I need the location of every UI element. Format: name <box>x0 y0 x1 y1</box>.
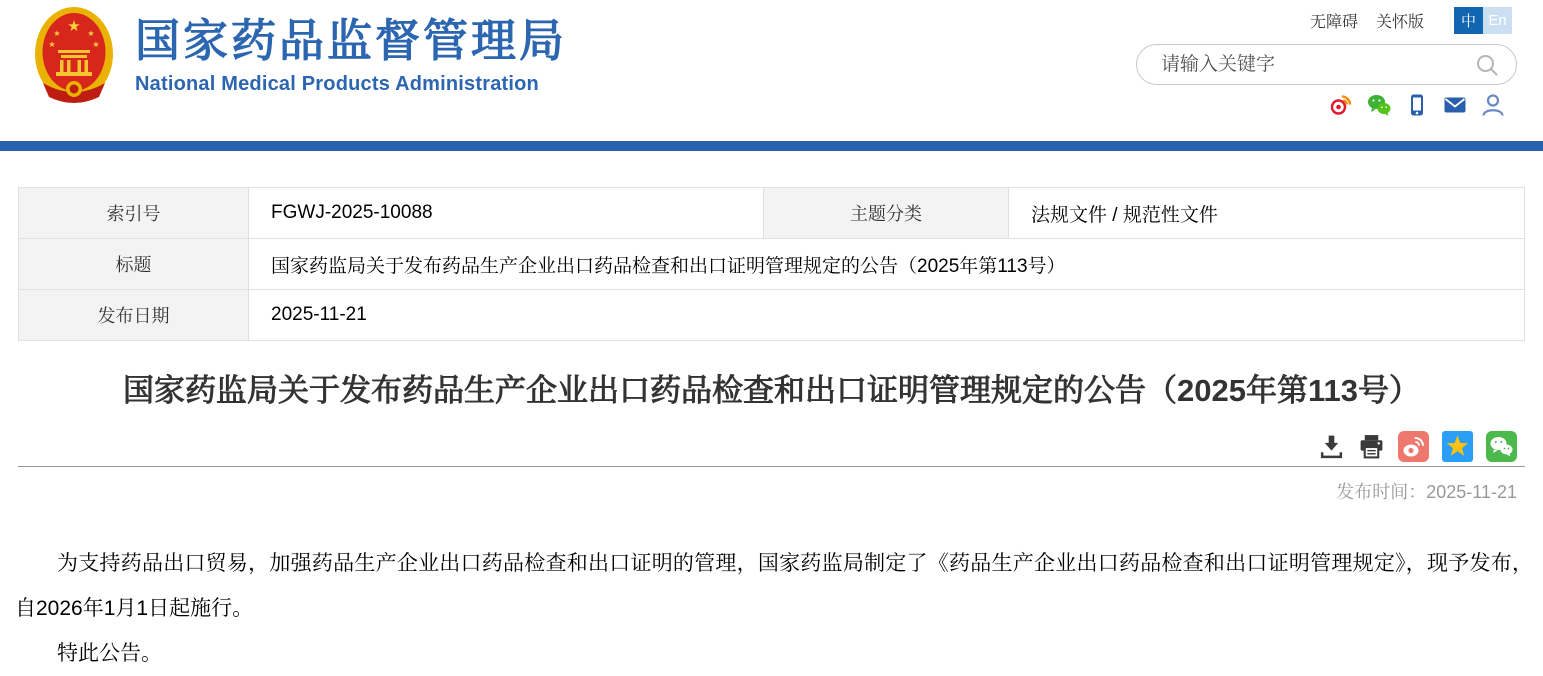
utility-nav <box>1310 7 1512 34</box>
article-toolbar <box>18 431 1525 462</box>
lang-zh-button[interactable]: 中 <box>1454 7 1483 34</box>
search-box[interactable] <box>1136 44 1517 85</box>
weibo-icon[interactable] <box>1329 93 1353 117</box>
index-number-value: FGWJ-2025-10088 <box>249 188 764 239</box>
title-label: 标题 <box>19 239 249 290</box>
search-icon[interactable] <box>1474 52 1500 78</box>
publish-date-label: 发布日期 <box>19 290 249 341</box>
national-emblem-icon <box>33 5 115 107</box>
user-icon[interactable] <box>1481 93 1505 117</box>
article-paragraph: 为支持药品出口贸易，加强药品生产企业出口药品检查和出口证明的管理，国家药监局制定了《药品生产企业出口药品检查和出口证明管理规定》，现予发布，自2026年1月1日起施行。 <box>15 551 1533 620</box>
table-row <box>19 188 1525 239</box>
svg-text:★: ★ <box>48 40 56 49</box>
download-icon[interactable] <box>1318 433 1345 460</box>
title-divider-line <box>18 466 1525 467</box>
language-toggle <box>1454 7 1512 34</box>
svg-text:★: ★ <box>53 29 61 38</box>
topic-category-value: 法规文件 / 规范性文件 <box>1009 188 1525 239</box>
share-qzone-icon[interactable] <box>1442 431 1473 462</box>
article-title: 国家药监局关于发布药品生产企业出口药品检查和出口证明管理规定的公告（2025年第113号） <box>123 373 1420 408</box>
site-logo[interactable] <box>33 5 567 107</box>
site-header <box>0 0 1543 141</box>
title-value: 国家药监局关于发布药品生产企业出口药品检查和出口证明管理规定的公告（2025年第113号） <box>249 239 1525 290</box>
document-info-table <box>18 187 1525 341</box>
publish-time <box>18 478 1525 504</box>
site-title <box>135 16 567 96</box>
svg-text:★: ★ <box>87 29 95 38</box>
header-social-icons <box>1329 93 1505 117</box>
share-wechat-icon[interactable] <box>1486 431 1517 462</box>
table-row <box>19 239 1525 290</box>
topic-category-label: 主题分类 <box>764 188 1009 239</box>
print-icon[interactable] <box>1358 433 1385 460</box>
lang-en-button[interactable]: En <box>1483 7 1512 34</box>
wechat-icon[interactable] <box>1367 93 1391 117</box>
publish-date-value: 2025-11-21 <box>249 290 1525 341</box>
site-title-en: National Medical Products Administration <box>135 72 539 95</box>
search-input[interactable] <box>1159 53 1474 77</box>
site-title-zh: 国家药品监督管理局 <box>135 15 568 67</box>
main-content <box>0 187 1543 676</box>
mobile-icon[interactable] <box>1405 93 1429 117</box>
svg-text:★: ★ <box>92 40 100 49</box>
article-body <box>15 541 1533 676</box>
article-paragraph: 特此公告。 <box>57 641 162 665</box>
svg-text:★: ★ <box>67 17 81 35</box>
publish-time-label: 发布时间： <box>1336 481 1427 502</box>
accessibility-link[interactable]: 无障碍 <box>1309 14 1358 31</box>
header-divider-bar <box>0 141 1543 151</box>
care-version-link[interactable]: 关怀版 <box>1375 14 1424 31</box>
email-icon[interactable] <box>1443 93 1467 117</box>
share-weibo-icon[interactable] <box>1398 431 1429 462</box>
publish-time-value: 2025-11-21 <box>1426 481 1517 502</box>
table-row <box>19 290 1525 341</box>
index-number-label: 索引号 <box>19 188 249 239</box>
